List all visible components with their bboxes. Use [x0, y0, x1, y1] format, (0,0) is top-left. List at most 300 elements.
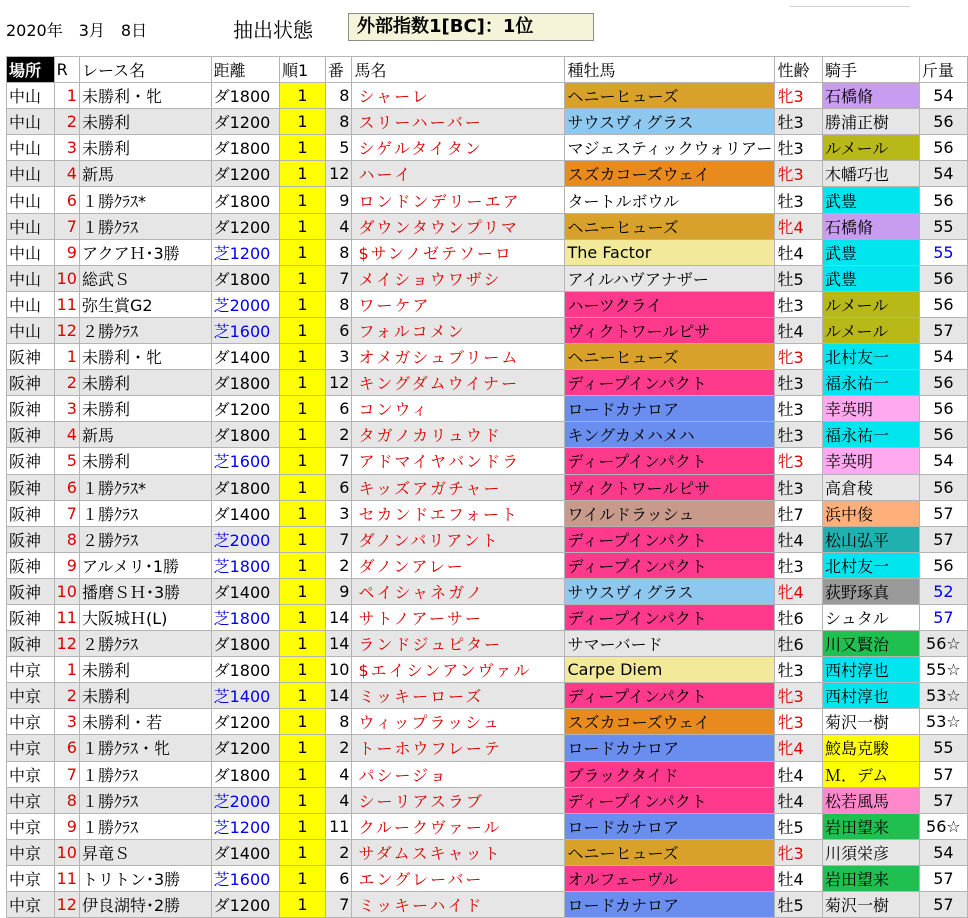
- table-row[interactable]: [7, 735, 968, 761]
- cell-weight: 57: [919, 526, 967, 552]
- cell-sire: アイルハヴアナザー: [565, 265, 775, 291]
- window-edge: [790, 0, 910, 7]
- cell-jockey: 福永祐一: [823, 422, 920, 448]
- cell-place: 中京: [7, 892, 55, 918]
- cell-horse-number: 6: [325, 865, 352, 891]
- cell-horse-name: シーリアスラブ: [352, 787, 565, 813]
- cell-place: 中山: [7, 213, 55, 239]
- cell-rank: 1: [280, 578, 326, 604]
- cell-race-number: 7: [54, 761, 79, 787]
- cell-sire: サマーバード: [565, 631, 775, 657]
- cell-race-number: 2: [54, 109, 79, 135]
- cell-race-number: 7: [54, 213, 79, 239]
- cell-horse-number: 2: [325, 422, 352, 448]
- cell-weight: 54: [919, 839, 967, 865]
- cell-sex-age: 牡3: [775, 109, 823, 135]
- cell-jockey: 岩田望来: [823, 865, 920, 891]
- cell-distance: ダ1800: [211, 761, 279, 787]
- cell-horse-number: 6: [325, 396, 352, 422]
- cell-rank: 1: [280, 187, 326, 213]
- table-row[interactable]: [7, 865, 968, 891]
- cell-horse-name: ランドジュピター: [352, 631, 565, 657]
- cell-race-number: 10: [54, 578, 79, 604]
- cell-jockey: 武豊: [823, 239, 920, 265]
- cell-race-name: 総武Ｓ: [79, 265, 211, 291]
- cell-sire: ディープインパクト: [565, 552, 775, 578]
- col-header-weight[interactable]: 斤量: [919, 57, 967, 83]
- filter-header: [0, 0, 968, 50]
- table-row[interactable]: [7, 787, 968, 813]
- cell-weight: 56: [919, 552, 967, 578]
- cell-horse-name: セカンドエフォート: [352, 500, 565, 526]
- cell-jockey: ルメール: [823, 317, 920, 343]
- table-row[interactable]: [7, 83, 968, 109]
- cell-distance: 芝1800: [211, 552, 279, 578]
- cell-horse-name: トーホウフレーテ: [352, 735, 565, 761]
- cell-sex-age: 牝4: [775, 578, 823, 604]
- cell-horse-number: 2: [325, 839, 352, 865]
- cell-horse-name: フォルコメン: [352, 317, 565, 343]
- cell-race-name: 伊良湖特･2勝: [79, 892, 211, 918]
- cell-place: 中京: [7, 787, 55, 813]
- cell-place: 阪神: [7, 370, 55, 396]
- table-row[interactable]: [7, 135, 968, 161]
- cell-weight: 56: [919, 109, 967, 135]
- cell-place: 中山: [7, 161, 55, 187]
- cell-jockey: 幸英明: [823, 396, 920, 422]
- table-row[interactable]: [7, 892, 968, 918]
- cell-distance: ダ1800: [211, 265, 279, 291]
- cell-horse-name: ミッキーローズ: [352, 683, 565, 709]
- cell-race-number: 10: [54, 839, 79, 865]
- cell-jockey: 松若風馬: [823, 787, 920, 813]
- cell-race-number: 1: [54, 344, 79, 370]
- cell-distance: ダ1800: [211, 657, 279, 683]
- cell-sire: タートルボウル: [565, 187, 775, 213]
- cell-horse-name: $エイシンアンヴァル: [352, 657, 565, 683]
- cell-weight: 55: [919, 735, 967, 761]
- cell-weight: 56: [919, 187, 967, 213]
- table-row[interactable]: [7, 683, 968, 709]
- cell-place: 中山: [7, 265, 55, 291]
- cell-distance: 芝1600: [211, 865, 279, 891]
- cell-horse-number: 8: [325, 239, 352, 265]
- cell-jockey: 北村友一: [823, 344, 920, 370]
- cell-weight: 56☆: [919, 813, 967, 839]
- cell-jockey: 川又賢治: [823, 631, 920, 657]
- cell-distance: 芝1800: [211, 604, 279, 630]
- race-results-table: [6, 56, 968, 918]
- cell-race-name: 弥生賞G2: [79, 291, 211, 317]
- table-row[interactable]: [7, 604, 968, 630]
- cell-race-name: １勝ｸﾗｽ*: [79, 474, 211, 500]
- cell-jockey: ルメール: [823, 291, 920, 317]
- cell-race-number: 11: [54, 291, 79, 317]
- col-header-distance[interactable]: 距離: [211, 57, 279, 83]
- cell-place: 阪神: [7, 631, 55, 657]
- cell-jockey: 福永祐一: [823, 370, 920, 396]
- table-row[interactable]: [7, 265, 968, 291]
- table-row[interactable]: [7, 187, 968, 213]
- cell-race-number: 6: [54, 735, 79, 761]
- cell-sex-age: 牝3: [775, 344, 823, 370]
- cell-race-number: 9: [54, 552, 79, 578]
- cell-horse-number: 14: [325, 683, 352, 709]
- cell-place: 阪神: [7, 474, 55, 500]
- cell-horse-number: 4: [325, 787, 352, 813]
- cell-rank: 1: [280, 761, 326, 787]
- cell-weight: 57: [919, 317, 967, 343]
- cell-horse-number: 12: [325, 161, 352, 187]
- table-row[interactable]: [7, 239, 968, 265]
- cell-race-name: ２勝ｸﾗｽ: [79, 631, 211, 657]
- cell-distance: 芝1600: [211, 317, 279, 343]
- cell-rank: 1: [280, 552, 326, 578]
- table-row[interactable]: [7, 761, 968, 787]
- cell-jockey: 西村淳也: [823, 657, 920, 683]
- cell-horse-name: オメガシュブリーム: [352, 344, 565, 370]
- cell-sex-age: 牝3: [775, 448, 823, 474]
- cell-race-name: １勝ｸﾗｽ*: [79, 187, 211, 213]
- cell-jockey: 石橋脩: [823, 83, 920, 109]
- cell-weight: 52: [919, 578, 967, 604]
- cell-jockey: 武豊: [823, 265, 920, 291]
- table-row[interactable]: [7, 500, 968, 526]
- cell-place: 中山: [7, 317, 55, 343]
- cell-weight: 57: [919, 787, 967, 813]
- cell-rank: 1: [280, 865, 326, 891]
- cell-horse-number: 6: [325, 317, 352, 343]
- cell-horse-name: メイショウワザシ: [352, 265, 565, 291]
- cell-sex-age: 牡4: [775, 526, 823, 552]
- cell-horse-name: コンウィ: [352, 396, 565, 422]
- cell-rank: 1: [280, 683, 326, 709]
- cell-rank: 1: [280, 657, 326, 683]
- cell-race-number: 3: [54, 135, 79, 161]
- cell-jockey: Ｍ．デム: [823, 761, 920, 787]
- table-row[interactable]: [7, 709, 968, 735]
- cell-weight: 54: [919, 448, 967, 474]
- col-header-place[interactable]: 場所: [7, 57, 55, 83]
- cell-weight: 54: [919, 344, 967, 370]
- table-row[interactable]: [7, 396, 968, 422]
- table-row[interactable]: [7, 291, 968, 317]
- cell-sire: ヴィクトワールピサ: [565, 474, 775, 500]
- cell-place: 中山: [7, 187, 55, 213]
- cell-weight: 56: [919, 135, 967, 161]
- cell-sire: ディープインパクト: [565, 448, 775, 474]
- cell-place: 阪神: [7, 552, 55, 578]
- header-row: [7, 57, 968, 83]
- cell-weight: 53☆: [919, 709, 967, 735]
- col-header-race-number[interactable]: R: [54, 57, 79, 83]
- cell-jockey: 勝浦正樹: [823, 109, 920, 135]
- cell-sex-age: 牡4: [775, 787, 823, 813]
- cell-horse-number: 3: [325, 344, 352, 370]
- cell-sex-age: 牡3: [775, 291, 823, 317]
- cell-rank: 1: [280, 83, 326, 109]
- cell-horse-name: キッズアガチャー: [352, 474, 565, 500]
- cell-sire: ディープインパクト: [565, 526, 775, 552]
- table-row[interactable]: [7, 109, 968, 135]
- cell-place: 阪神: [7, 344, 55, 370]
- cell-sex-age: 牝4: [775, 213, 823, 239]
- cell-race-number: 2: [54, 683, 79, 709]
- cell-sex-age: 牡4: [775, 239, 823, 265]
- cell-horse-number: 7: [325, 265, 352, 291]
- cell-sex-age: 牡4: [775, 761, 823, 787]
- cell-race-name: 未勝利: [79, 370, 211, 396]
- col-header-race-name[interactable]: レース名: [79, 57, 211, 83]
- cell-sire: ロードカナロア: [565, 735, 775, 761]
- cell-sex-age: 牡3: [775, 657, 823, 683]
- cell-horse-name: シゲルタイタン: [352, 135, 565, 161]
- cell-rank: 1: [280, 291, 326, 317]
- cell-race-number: 4: [54, 422, 79, 448]
- cell-race-number: 7: [54, 500, 79, 526]
- cell-race-number: 3: [54, 396, 79, 422]
- cell-place: 阪神: [7, 396, 55, 422]
- table-row[interactable]: [7, 422, 968, 448]
- col-header-jockey[interactable]: 騎手: [823, 57, 920, 83]
- cell-horse-number: 2: [325, 735, 352, 761]
- cell-jockey: 西村淳也: [823, 683, 920, 709]
- cell-distance: 芝1400: [211, 683, 279, 709]
- cell-sex-age: 牡3: [775, 135, 823, 161]
- cell-horse-number: 7: [325, 448, 352, 474]
- cell-horse-name: ウィップラッシュ: [352, 709, 565, 735]
- cell-horse-number: 10: [325, 657, 352, 683]
- cell-rank: 1: [280, 422, 326, 448]
- cell-place: 中京: [7, 657, 55, 683]
- table-row[interactable]: [7, 578, 968, 604]
- cell-horse-number: 4: [325, 213, 352, 239]
- cell-race-number: 11: [54, 604, 79, 630]
- cell-race-number: 1: [54, 83, 79, 109]
- cell-horse-name: $サンノゼテソーロ: [352, 239, 565, 265]
- cell-race-number: 12: [54, 317, 79, 343]
- table-row[interactable]: [7, 813, 968, 839]
- cell-horse-name: スリーハーバー: [352, 109, 565, 135]
- cell-race-name: アルメリ･1勝: [79, 552, 211, 578]
- cell-horse-number: 11: [325, 813, 352, 839]
- cell-race-name: 新馬: [79, 161, 211, 187]
- cell-jockey: 幸英明: [823, 448, 920, 474]
- cell-horse-name: ペイシャネガノ: [352, 578, 565, 604]
- cell-weight: 57: [919, 604, 967, 630]
- cell-race-number: 3: [54, 709, 79, 735]
- cell-horse-name: エングレーバー: [352, 865, 565, 891]
- cell-race-name: 昇竜Ｓ: [79, 839, 211, 865]
- cell-horse-number: 4: [325, 761, 352, 787]
- cell-race-number: 8: [54, 787, 79, 813]
- cell-sex-age: 牡4: [775, 317, 823, 343]
- cell-rank: 1: [280, 474, 326, 500]
- cell-horse-name: タガノカリュウド: [352, 422, 565, 448]
- cell-distance: ダ1200: [211, 735, 279, 761]
- cell-place: 阪神: [7, 448, 55, 474]
- cell-sex-age: 牡5: [775, 892, 823, 918]
- cell-sire: ヘニーヒューズ: [565, 213, 775, 239]
- cell-race-name: １勝ｸﾗｽ: [79, 500, 211, 526]
- cell-race-number: 6: [54, 474, 79, 500]
- cell-horse-number: 9: [325, 187, 352, 213]
- cell-distance: 芝2000: [211, 291, 279, 317]
- table-row[interactable]: [7, 370, 968, 396]
- col-header-sire[interactable]: 種牡馬: [565, 57, 775, 83]
- cell-rank: 1: [280, 787, 326, 813]
- cell-jockey: 北村友一: [823, 552, 920, 578]
- cell-sire: キングカメハメハ: [565, 422, 775, 448]
- cell-distance: ダ1200: [211, 396, 279, 422]
- cell-place: 中山: [7, 83, 55, 109]
- cell-distance: ダ1800: [211, 135, 279, 161]
- cell-jockey: 武豊: [823, 187, 920, 213]
- cell-place: 阪神: [7, 604, 55, 630]
- cell-sex-age: 牡4: [775, 865, 823, 891]
- cell-place: 中京: [7, 839, 55, 865]
- col-header-rank[interactable]: 順1: [280, 57, 326, 83]
- cell-sex-age: 牡3: [775, 396, 823, 422]
- cell-distance: ダ1400: [211, 839, 279, 865]
- cell-race-name: 未勝利: [79, 135, 211, 161]
- cell-jockey: シュタル: [823, 604, 920, 630]
- cell-sire: ディープインパクト: [565, 683, 775, 709]
- cell-horse-number: 8: [325, 109, 352, 135]
- status-label: 抽出状態: [233, 18, 313, 42]
- cell-rank: 1: [280, 265, 326, 291]
- cell-weight: 57: [919, 500, 967, 526]
- col-header-sex-age[interactable]: 性齢: [775, 57, 823, 83]
- cell-race-name: １勝ｸﾗｽ・牝: [79, 735, 211, 761]
- cell-place: 阪神: [7, 422, 55, 448]
- cell-sex-age: 牡3: [775, 187, 823, 213]
- cell-sire: サウスヴィグラス: [565, 109, 775, 135]
- cell-horse-name: ワーケア: [352, 291, 565, 317]
- cell-sex-age: 牡3: [775, 370, 823, 396]
- cell-race-name: 未勝利: [79, 657, 211, 683]
- cell-sex-age: 牝3: [775, 161, 823, 187]
- cell-place: 中京: [7, 683, 55, 709]
- cell-weight: 57: [919, 761, 967, 787]
- cell-distance: 芝1200: [211, 239, 279, 265]
- cell-weight: 54: [919, 161, 967, 187]
- cell-place: 中京: [7, 735, 55, 761]
- cell-horse-name: クルークヴァール: [352, 813, 565, 839]
- table-row[interactable]: [7, 161, 968, 187]
- cell-place: 阪神: [7, 578, 55, 604]
- table-row[interactable]: [7, 213, 968, 239]
- cell-race-number: 4: [54, 161, 79, 187]
- cell-horse-number: 2: [325, 552, 352, 578]
- cell-race-number: 12: [54, 892, 79, 918]
- cell-distance: 芝2000: [211, 787, 279, 813]
- cell-distance: ダ1800: [211, 187, 279, 213]
- cell-weight: 53☆: [919, 683, 967, 709]
- cell-sire: マジェスティックウォリアー: [565, 135, 775, 161]
- table-row[interactable]: [7, 657, 968, 683]
- cell-race-name: １勝ｸﾗｽ: [79, 813, 211, 839]
- cell-distance: ダ1400: [211, 344, 279, 370]
- cell-race-number: 11: [54, 865, 79, 891]
- cell-rank: 1: [280, 370, 326, 396]
- table-row[interactable]: [7, 474, 968, 500]
- cell-race-name: 未勝利・牝: [79, 344, 211, 370]
- cell-place: 中山: [7, 135, 55, 161]
- cell-sire: The Factor: [565, 239, 775, 265]
- cell-rank: 1: [280, 892, 326, 918]
- cell-weight: 55: [919, 239, 967, 265]
- cell-race-name: 未勝利: [79, 448, 211, 474]
- col-header-horse-number[interactable]: 番: [325, 57, 352, 83]
- cell-distance: ダ1800: [211, 474, 279, 500]
- cell-sex-age: 牝3: [775, 83, 823, 109]
- cell-sire: オルフェーヴル: [565, 865, 775, 891]
- table-row[interactable]: [7, 344, 968, 370]
- cell-race-name: 未勝利: [79, 396, 211, 422]
- cell-distance: ダ1200: [211, 709, 279, 735]
- cell-jockey: 木幡巧也: [823, 161, 920, 187]
- cell-place: 中山: [7, 109, 55, 135]
- cell-distance: ダ1800: [211, 631, 279, 657]
- cell-sire: Carpe Diem: [565, 657, 775, 683]
- cell-horse-name: サトノアーサー: [352, 604, 565, 630]
- cell-weight: 56: [919, 422, 967, 448]
- cell-horse-number: 14: [325, 604, 352, 630]
- cell-race-name: １勝ｸﾗｽ: [79, 213, 211, 239]
- cell-jockey: 菊沢一樹: [823, 892, 920, 918]
- cell-race-name: １勝ｸﾗｽ: [79, 761, 211, 787]
- cell-rank: 1: [280, 317, 326, 343]
- cell-weight: 56: [919, 265, 967, 291]
- cell-rank: 1: [280, 839, 326, 865]
- cell-horse-number: 3: [325, 500, 352, 526]
- cell-race-name: 未勝利: [79, 109, 211, 135]
- col-header-horse-name[interactable]: 馬名: [352, 57, 565, 83]
- cell-distance: 芝1200: [211, 813, 279, 839]
- cell-distance: ダ1200: [211, 161, 279, 187]
- cell-place: 中山: [7, 291, 55, 317]
- table-row[interactable]: [7, 317, 968, 343]
- cell-place: 阪神: [7, 526, 55, 552]
- cell-race-number: 8: [54, 526, 79, 552]
- cell-race-number: 9: [54, 813, 79, 839]
- table-row[interactable]: [7, 631, 968, 657]
- cell-sire: スズカコーズウェイ: [565, 709, 775, 735]
- cell-jockey: 高倉稜: [823, 474, 920, 500]
- cell-distance: ダ1800: [211, 422, 279, 448]
- table-row[interactable]: [7, 552, 968, 578]
- cell-race-name: 大阪城Ｈ(L): [79, 604, 211, 630]
- table-row[interactable]: [7, 448, 968, 474]
- cell-weight: 55☆: [919, 657, 967, 683]
- cell-sire: ヴィクトワールピサ: [565, 317, 775, 343]
- cell-race-name: 播磨ＳＨ･3勝: [79, 578, 211, 604]
- cell-horse-number: 8: [325, 709, 352, 735]
- status-value: 外部指数1[BC]：1位: [348, 13, 594, 41]
- cell-sire: ロードカナロア: [565, 396, 775, 422]
- cell-horse-name: パシージョ: [352, 761, 565, 787]
- cell-sex-age: 牝4: [775, 735, 823, 761]
- cell-jockey: 岩田望来: [823, 813, 920, 839]
- cell-sire: ディープインパクト: [565, 787, 775, 813]
- table-row[interactable]: [7, 526, 968, 552]
- cell-sex-age: 牝3: [775, 709, 823, 735]
- cell-rank: 1: [280, 109, 326, 135]
- cell-sire: ディープインパクト: [565, 370, 775, 396]
- cell-distance: ダ1800: [211, 370, 279, 396]
- table-row[interactable]: [7, 839, 968, 865]
